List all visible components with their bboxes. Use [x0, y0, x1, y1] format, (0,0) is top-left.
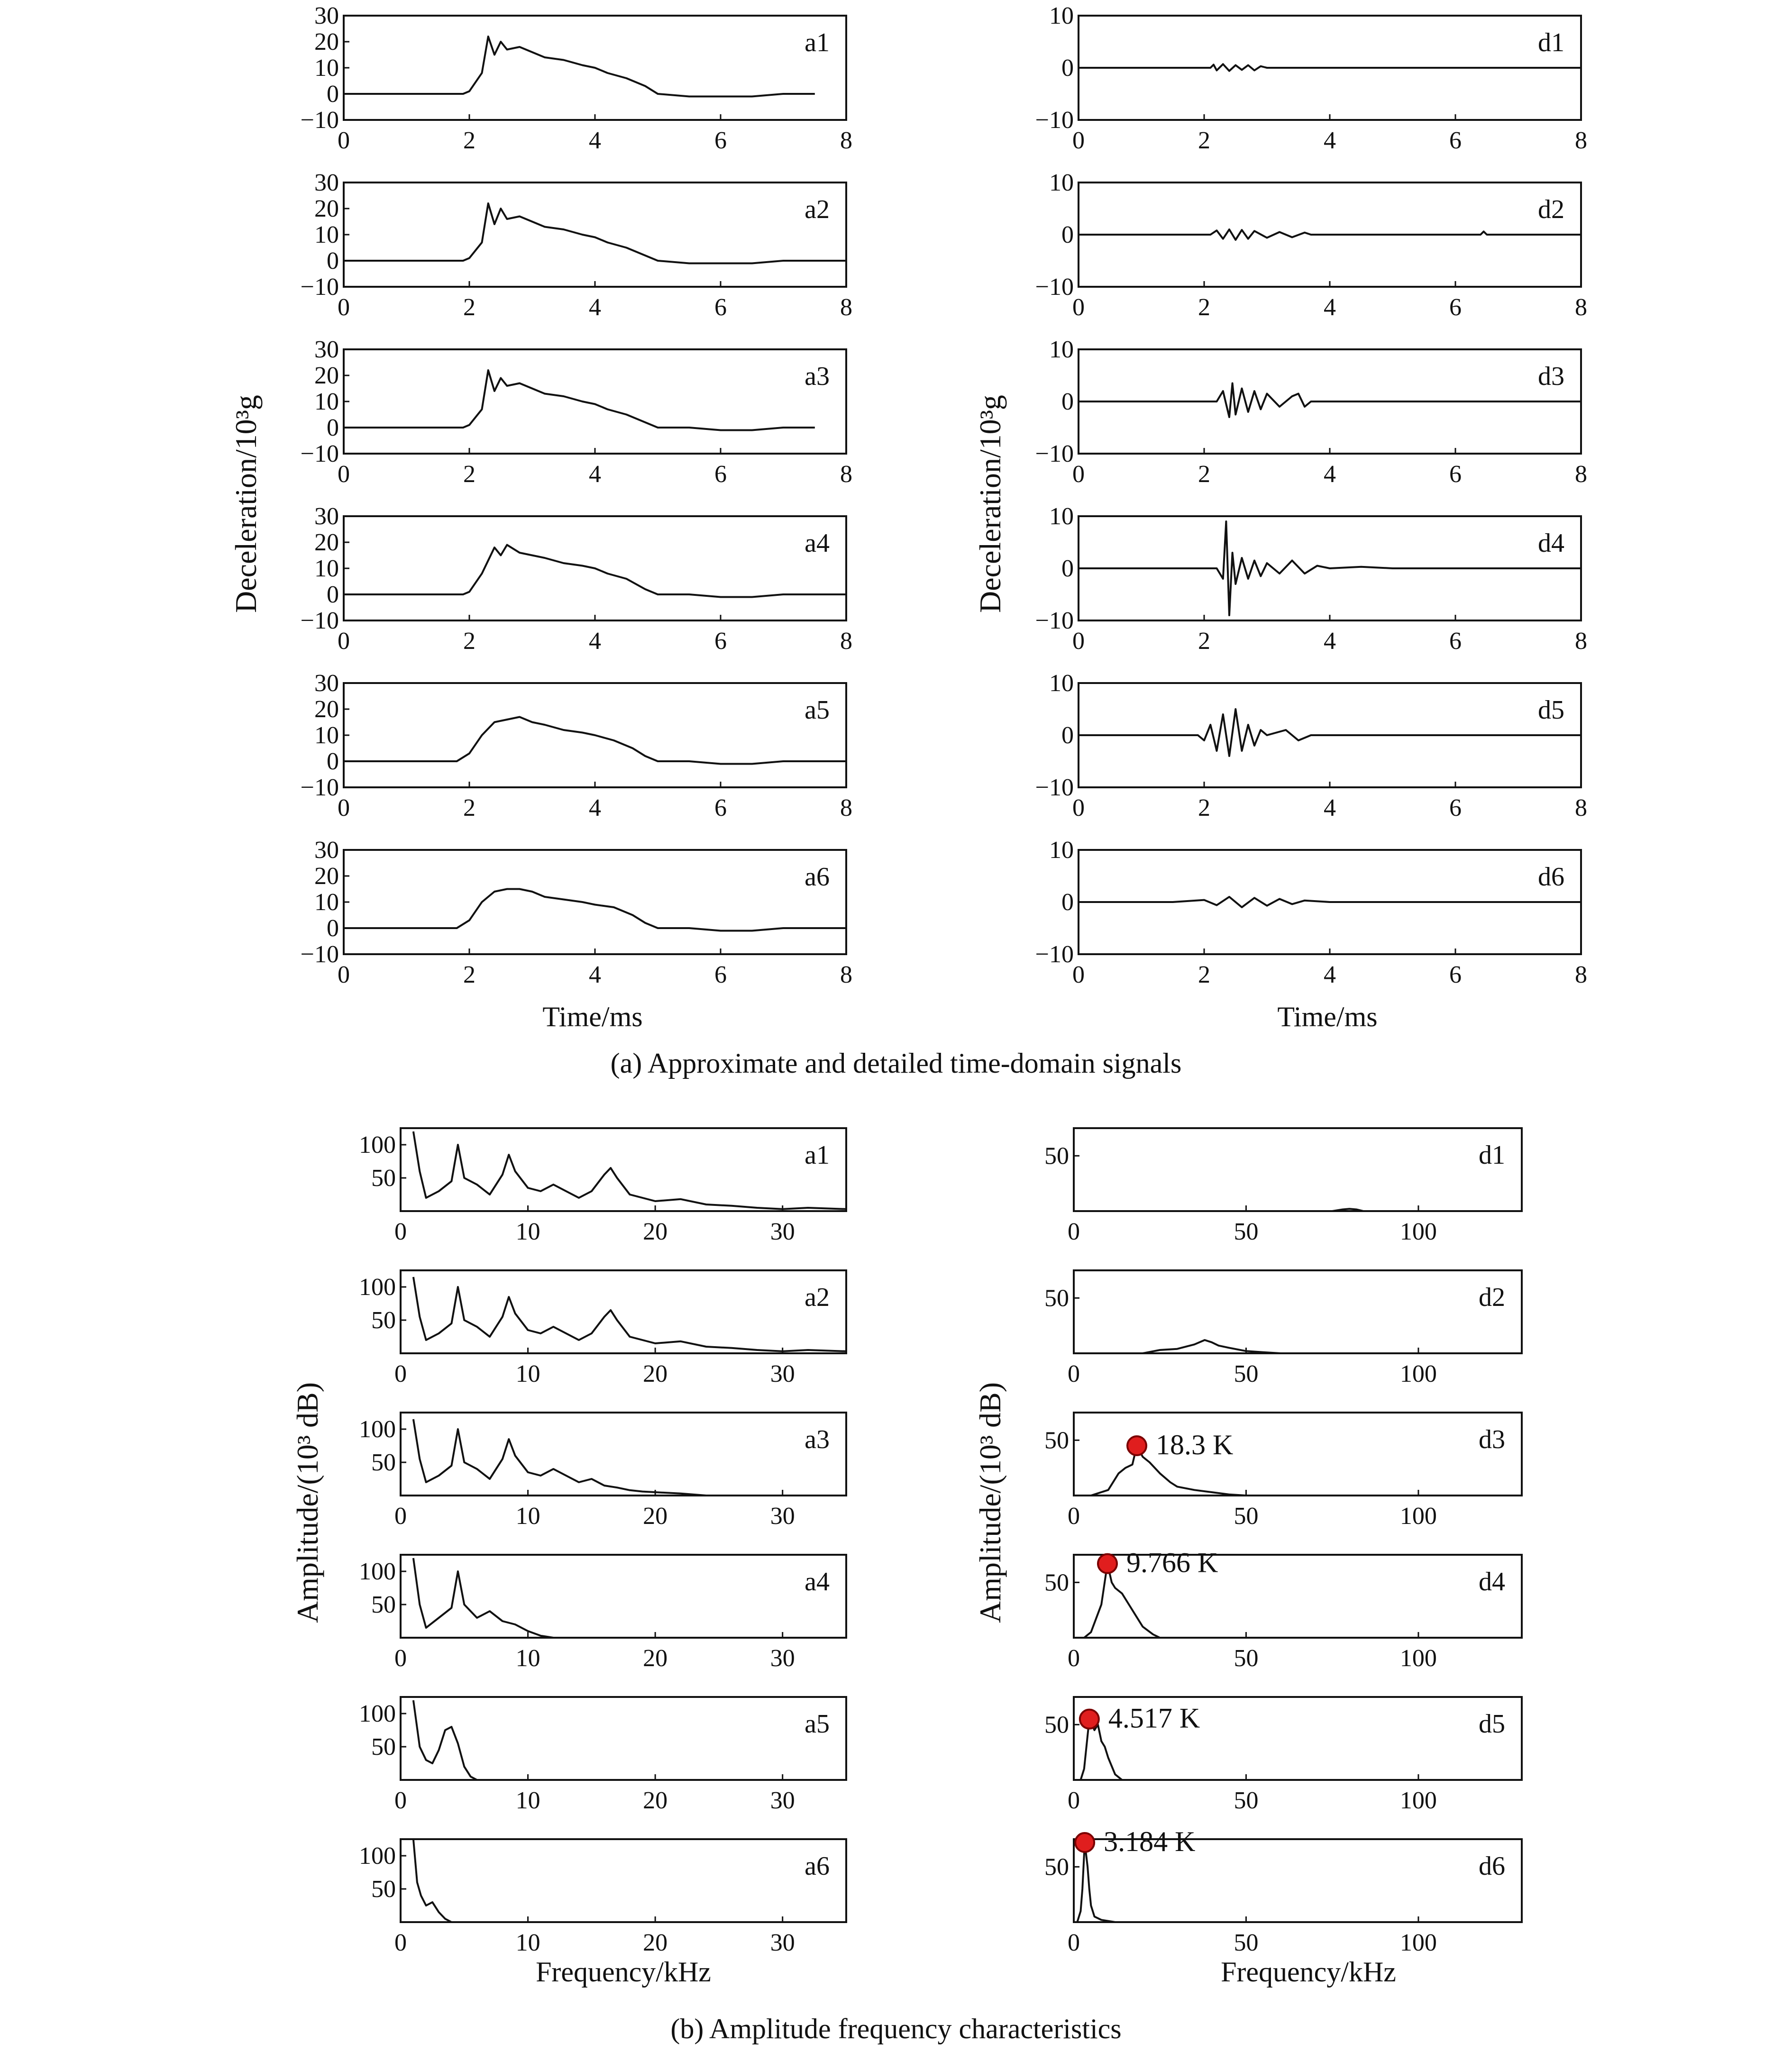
y-tick-label: 10	[1049, 336, 1074, 363]
x-tick-label: 8	[840, 961, 852, 988]
y-tick-label: 20	[314, 529, 339, 556]
y-tick-label: 0	[1061, 889, 1074, 916]
panel-freq-detail-d3	[1044, 1413, 1522, 1530]
series-line	[1074, 1340, 1522, 1353]
x-tick-label: 2	[1198, 961, 1210, 988]
y-tick-label: −10	[300, 274, 339, 301]
panel-freq-approximate-a2	[359, 1270, 846, 1387]
y-tick-label: 0	[1061, 722, 1074, 749]
y-tick-label: 100	[359, 1274, 396, 1301]
panel-label: d4	[1538, 529, 1564, 558]
y-tick-label: 0	[327, 81, 339, 108]
series-line	[1074, 1209, 1522, 1211]
y-tick-label: 30	[314, 503, 339, 530]
x-tick-label: 20	[643, 1503, 668, 1530]
panel-time-detail-d3	[1035, 336, 1587, 488]
y-tick-label: −10	[300, 774, 339, 801]
y-tick-label: 50	[1044, 1569, 1069, 1596]
x-tick-label: 4	[1324, 961, 1336, 988]
panel-time-detail-d5	[1035, 670, 1587, 821]
panel-time-detail-d1	[1035, 2, 1587, 154]
x-tick-label: 6	[714, 294, 727, 321]
x-tick-label: 20	[643, 1645, 668, 1672]
panel-time-approximate-a1	[301, 2, 852, 154]
y-tick-label: −10	[1035, 440, 1074, 467]
panel-freq-approximate-a5	[359, 1697, 846, 1814]
time-xlabel-right: Time/ms	[1277, 1001, 1378, 1032]
y-tick-label: 10	[1049, 837, 1074, 864]
panel-freq-detail-d5	[1044, 1697, 1522, 1814]
panel-label: a1	[805, 28, 830, 57]
x-tick-label: 4	[589, 461, 601, 488]
x-tick-label: 50	[1234, 1503, 1259, 1530]
panel-freq-detail-d4	[1044, 1547, 1522, 1672]
x-tick-label: 4	[1324, 294, 1336, 321]
y-tick-label: −10	[1035, 107, 1074, 134]
x-tick-label: 6	[714, 794, 727, 821]
panel-time-detail-d4	[1035, 503, 1587, 655]
y-tick-label: 50	[1044, 1285, 1069, 1312]
x-tick-label: 4	[1324, 794, 1336, 821]
x-tick-label: 0	[1072, 127, 1085, 154]
y-tick-label: 0	[327, 748, 339, 775]
x-tick-label: 0	[394, 1218, 407, 1245]
panel-label: a6	[805, 1851, 830, 1881]
x-tick-label: 8	[840, 628, 852, 655]
y-tick-label: 0	[327, 915, 339, 942]
panel-label: d4	[1479, 1567, 1505, 1596]
x-tick-label: 4	[1324, 461, 1336, 488]
panel-label: d2	[1479, 1283, 1505, 1312]
x-tick-label: 8	[1575, 628, 1587, 655]
panel-label: d2	[1538, 195, 1564, 224]
panel-label: a3	[805, 1425, 830, 1454]
x-tick-label: 4	[589, 127, 601, 154]
panel-frame	[344, 850, 846, 954]
panel-label: d3	[1538, 362, 1564, 391]
x-tick-label: 100	[1399, 1787, 1437, 1814]
panel-label: d5	[1538, 695, 1564, 725]
series-line	[413, 1277, 846, 1351]
x-tick-label: 10	[515, 1218, 540, 1245]
series-line	[1079, 64, 1581, 71]
series-line	[413, 1700, 846, 1780]
series-line	[1079, 709, 1581, 756]
peak-marker	[1127, 1436, 1146, 1455]
freq-ylabel-left: Amplitude/(10³ dB)	[291, 1382, 324, 1623]
series-line	[1079, 383, 1581, 418]
series-line	[344, 370, 815, 430]
caption-a: (a) Approximate and detailed time-domain signals	[610, 1048, 1182, 1079]
series-line	[413, 1131, 846, 1209]
y-tick-label: 10	[314, 221, 339, 248]
panel-time-approximate-a6	[301, 837, 852, 988]
y-tick-label: 20	[314, 696, 339, 723]
x-tick-label: 2	[1198, 794, 1210, 821]
y-tick-label: 100	[359, 1700, 396, 1727]
y-tick-label: 30	[314, 169, 339, 196]
x-tick-label: 50	[1234, 1360, 1259, 1387]
y-tick-label: −10	[300, 941, 339, 968]
panel-time-detail-d6	[1035, 837, 1587, 988]
y-tick-label: 50	[1044, 1427, 1069, 1454]
time-ylabel-right: Deceleration/10³g	[973, 395, 1007, 613]
time-ylabel-left: Deceleration/10³g	[229, 395, 263, 613]
y-tick-label: 50	[1044, 1853, 1069, 1881]
x-tick-label: 6	[1449, 294, 1462, 321]
x-tick-label: 0	[394, 1503, 407, 1530]
series-line	[344, 203, 846, 264]
x-tick-label: 4	[589, 294, 601, 321]
panel-frame	[401, 1270, 846, 1353]
x-tick-label: 20	[643, 1787, 668, 1814]
panel-frame	[1074, 1270, 1522, 1353]
x-tick-label: 8	[840, 461, 852, 488]
x-tick-label: 0	[1068, 1218, 1080, 1245]
x-tick-label: 50	[1234, 1787, 1259, 1814]
x-tick-label: 2	[1198, 628, 1210, 655]
y-tick-label: −10	[300, 440, 339, 467]
panel-label: a6	[805, 862, 830, 892]
x-tick-label: 100	[1399, 1503, 1437, 1530]
y-tick-label: 10	[1049, 503, 1074, 530]
panel-label: a5	[805, 695, 830, 725]
panel-label: d1	[1479, 1140, 1505, 1170]
freq-xlabel-right: Frequency/kHz	[1221, 1956, 1396, 1988]
peak-marker	[1075, 1833, 1094, 1852]
y-tick-label: 30	[314, 336, 339, 363]
y-tick-label: 10	[314, 555, 339, 582]
x-tick-label: 0	[338, 794, 350, 821]
x-tick-label: 2	[1198, 294, 1210, 321]
panel-label: a4	[805, 529, 830, 558]
x-tick-label: 4	[1324, 628, 1336, 655]
x-tick-label: 8	[840, 794, 852, 821]
y-tick-label: 10	[1049, 169, 1074, 196]
x-tick-label: 0	[1072, 461, 1085, 488]
x-tick-label: 0	[1072, 794, 1085, 821]
caption-b: (b) Amplitude frequency characteristics	[670, 2013, 1122, 2044]
panel-frame	[344, 182, 846, 287]
y-tick-label: 50	[371, 1307, 396, 1334]
x-tick-label: 100	[1399, 1218, 1437, 1245]
panel-label: d3	[1479, 1425, 1505, 1454]
series-line	[1079, 521, 1581, 615]
y-tick-label: −10	[1035, 274, 1074, 301]
x-tick-label: 30	[770, 1503, 795, 1530]
y-tick-label: 100	[359, 1842, 396, 1870]
y-tick-label: 100	[359, 1131, 396, 1158]
x-tick-label: 0	[338, 961, 350, 988]
y-tick-label: 0	[1061, 55, 1074, 82]
y-tick-label: 10	[1049, 2, 1074, 29]
peak-label: 4.517 K	[1108, 1702, 1200, 1734]
y-tick-label: 10	[314, 889, 339, 916]
x-tick-label: 0	[1072, 961, 1085, 988]
x-tick-label: 100	[1399, 1360, 1437, 1387]
y-tick-label: 30	[314, 670, 339, 697]
x-tick-label: 100	[1399, 1645, 1437, 1672]
x-tick-label: 10	[515, 1645, 540, 1672]
x-tick-label: 2	[463, 127, 475, 154]
panel-label: a2	[805, 195, 830, 224]
peak-label: 9.766 K	[1126, 1547, 1218, 1578]
x-tick-label: 0	[1068, 1503, 1080, 1530]
panel-freq-approximate-a6	[359, 1839, 846, 1956]
time-xlabel-left: Time/ms	[542, 1001, 643, 1032]
y-tick-label: 20	[314, 28, 339, 55]
x-tick-label: 4	[589, 628, 601, 655]
x-tick-label: 50	[1234, 1929, 1259, 1956]
panel-label: a4	[805, 1567, 830, 1596]
x-tick-label: 8	[1575, 461, 1587, 488]
y-tick-label: 0	[327, 581, 339, 608]
x-tick-label: 2	[463, 628, 475, 655]
x-tick-label: 8	[840, 294, 852, 321]
peak-label: 3.184 K	[1104, 1826, 1196, 1857]
x-tick-label: 30	[770, 1360, 795, 1387]
panel-frame	[401, 1413, 846, 1496]
y-tick-label: −10	[1035, 607, 1074, 634]
panel-frame	[401, 1555, 846, 1638]
panel-label: a1	[805, 1140, 830, 1170]
x-tick-label: 20	[643, 1218, 668, 1245]
panel-time-approximate-a4	[301, 503, 852, 655]
x-tick-label: 2	[1198, 127, 1210, 154]
panel-freq-approximate-a4	[359, 1555, 846, 1672]
panel-frame	[401, 1839, 846, 1922]
y-tick-label: −10	[300, 107, 339, 134]
panel-label: d6	[1538, 862, 1564, 892]
x-tick-label: 0	[1072, 294, 1085, 321]
x-tick-label: 20	[643, 1929, 668, 1956]
x-tick-label: 50	[1234, 1645, 1259, 1672]
series-line	[344, 889, 846, 931]
x-tick-label: 0	[394, 1929, 407, 1956]
panel-freq-detail-d2	[1044, 1270, 1522, 1387]
y-tick-label: 30	[314, 2, 339, 29]
x-tick-label: 0	[1068, 1645, 1080, 1672]
series-line	[344, 717, 846, 764]
panel-time-approximate-a3	[301, 336, 852, 488]
y-tick-label: 10	[314, 388, 339, 415]
peak-marker	[1098, 1554, 1117, 1573]
y-tick-label: 0	[327, 247, 339, 274]
x-tick-label: 4	[1324, 127, 1336, 154]
x-tick-label: 6	[1449, 461, 1462, 488]
x-tick-label: 6	[1449, 127, 1462, 154]
y-tick-label: 0	[1061, 221, 1074, 248]
panel-freq-approximate-a1	[359, 1128, 846, 1245]
freq-xlabel-left: Frequency/kHz	[536, 1956, 711, 1988]
y-tick-label: 100	[359, 1558, 396, 1585]
x-tick-label: 0	[338, 461, 350, 488]
series-line	[344, 545, 846, 597]
y-tick-label: −10	[1035, 941, 1074, 968]
x-tick-label: 2	[463, 794, 475, 821]
y-tick-label: 10	[314, 55, 339, 82]
panel-frame	[401, 1128, 846, 1211]
panel-frame	[1074, 1128, 1522, 1211]
x-tick-label: 4	[589, 794, 601, 821]
x-tick-label: 0	[1068, 1787, 1080, 1814]
x-tick-label: 0	[338, 628, 350, 655]
y-tick-label: 0	[1061, 388, 1074, 415]
x-tick-label: 30	[770, 1929, 795, 1956]
y-tick-label: 30	[314, 837, 339, 864]
y-tick-label: 0	[1061, 555, 1074, 582]
y-tick-label: 10	[1049, 670, 1074, 697]
y-tick-label: 0	[327, 414, 339, 441]
x-tick-label: 6	[714, 628, 727, 655]
peak-marker	[1080, 1710, 1099, 1729]
series-line	[344, 36, 815, 97]
y-tick-label: 20	[314, 863, 339, 890]
x-tick-label: 0	[1072, 628, 1085, 655]
y-tick-label: 50	[371, 1733, 396, 1760]
series-line	[413, 1419, 846, 1496]
panel-label: d6	[1479, 1851, 1505, 1881]
panel-label: a3	[805, 362, 830, 391]
panel-time-detail-d2	[1035, 169, 1587, 321]
y-tick-label: 100	[359, 1416, 396, 1443]
panel-freq-detail-d1	[1044, 1128, 1522, 1245]
x-tick-label: 100	[1399, 1929, 1437, 1956]
x-tick-label: 8	[840, 127, 852, 154]
x-tick-label: 6	[714, 127, 727, 154]
series-line	[413, 1839, 846, 1922]
y-tick-label: 10	[314, 722, 339, 749]
series-line	[413, 1558, 846, 1638]
panel-label: a2	[805, 1283, 830, 1312]
y-tick-label: 20	[314, 362, 339, 389]
panel-label: d1	[1538, 28, 1564, 57]
x-tick-label: 8	[1575, 127, 1587, 154]
y-tick-label: 50	[1044, 1711, 1069, 1739]
x-tick-label: 6	[714, 961, 727, 988]
panel-frame	[401, 1697, 846, 1780]
x-tick-label: 0	[1068, 1360, 1080, 1387]
y-tick-label: −10	[1035, 774, 1074, 801]
peak-label: 18.3 K	[1156, 1429, 1234, 1460]
x-tick-label: 30	[770, 1787, 795, 1814]
x-tick-label: 8	[1575, 961, 1587, 988]
x-tick-label: 0	[394, 1787, 407, 1814]
x-tick-label: 0	[1068, 1929, 1080, 1956]
x-tick-label: 0	[338, 127, 350, 154]
x-tick-label: 30	[770, 1218, 795, 1245]
freq-ylabel-right: Amplitude/(10³ dB)	[973, 1382, 1007, 1623]
x-tick-label: 4	[589, 961, 601, 988]
panel-label: d5	[1479, 1709, 1505, 1739]
x-tick-label: 6	[1449, 628, 1462, 655]
x-tick-label: 2	[463, 961, 475, 988]
plots-layer	[301, 2, 1587, 1956]
x-tick-label: 8	[1575, 794, 1587, 821]
x-tick-label: 6	[1449, 794, 1462, 821]
y-tick-label: 20	[314, 195, 339, 222]
panel-time-approximate-a5	[301, 670, 852, 821]
x-tick-label: 10	[515, 1929, 540, 1956]
x-tick-label: 2	[1198, 461, 1210, 488]
panel-freq-approximate-a3	[359, 1413, 846, 1530]
series-line	[1079, 229, 1581, 240]
x-tick-label: 20	[643, 1360, 668, 1387]
x-tick-label: 6	[1449, 961, 1462, 988]
x-tick-label: 10	[515, 1503, 540, 1530]
panel-frame	[344, 349, 846, 454]
y-tick-label: 50	[371, 1591, 396, 1618]
y-tick-label: 50	[371, 1876, 396, 1903]
x-tick-label: 50	[1234, 1218, 1259, 1245]
x-tick-label: 0	[338, 294, 350, 321]
y-tick-label: 50	[371, 1165, 396, 1192]
x-tick-label: 8	[1575, 294, 1587, 321]
x-tick-label: 0	[394, 1645, 407, 1672]
x-tick-label: 6	[714, 461, 727, 488]
panel-freq-detail-d6	[1044, 1826, 1522, 1956]
series-line	[1079, 897, 1581, 907]
y-tick-label: −10	[300, 607, 339, 634]
panel-time-approximate-a2	[301, 169, 852, 321]
y-tick-label: 50	[371, 1449, 396, 1476]
x-tick-label: 2	[463, 294, 475, 321]
x-tick-label: 2	[463, 461, 475, 488]
x-tick-label: 30	[770, 1645, 795, 1672]
x-tick-label: 10	[515, 1360, 540, 1387]
panel-label: a5	[805, 1709, 830, 1739]
x-tick-label: 0	[394, 1360, 407, 1387]
x-tick-label: 10	[515, 1787, 540, 1814]
y-tick-label: 50	[1044, 1142, 1069, 1170]
